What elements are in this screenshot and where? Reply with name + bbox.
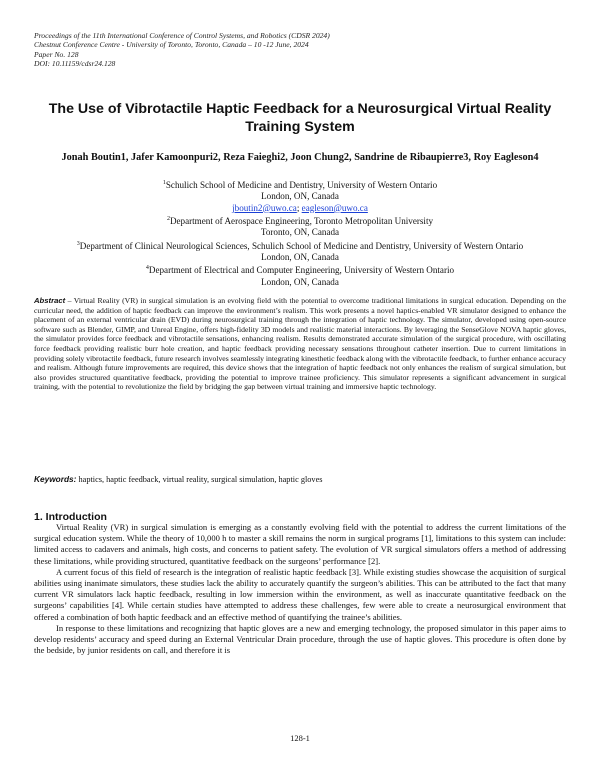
intro-paragraph-2: A current focus of this field of research is the integration of realistic haptic feedback [3]. While existing studies showcase the acquisition of surgical abilities using inanimate simulators, these studies lack the ability to accurately quantify the surgeon’s abilities. This can be attributed to the fact that many current VR simulators lack haptic feedback, resulting in low immersion within the environment, as well as inaccurate quantitative feedback on the surgeons’ capabilities [4]. While certain studies have attempted to address these challenges, few were able to create a neurosurgical environment that offered a combination of both haptic feedback and an effective method of quantifying the trainee’s abilities. [34, 566, 566, 622]
header-line-conference: Proceedings of the 11th International Conference of Control Systems, and Robotics (CDSR 2024) [34, 31, 330, 40]
affiliation-2-name: Department of Aerospace Engineering, Toronto Metropolitan University [169, 215, 434, 226]
affiliation-3-location: London, ON, Canada [261, 251, 339, 262]
abstract-text: – Virtual Reality (VR) in surgical simulation is an evolving field with the potential to overcome traditional limitations in surgical education. Depending on the curricular need, the addition of haptic feedback can improve the environment’s realism. This work presents a novel haptics-enabled VR simulator designed to enhance the placement of an external ventricular drain (EVD) during neurosurgical training through the integration of haptic technology. The simulator, developed using open-source software such as Blender, GIMP, and Unreal Engine, offers high-fidelity 3D models and realistic material interactions. By leveraging the SenseGlove NOVA haptic gloves, the simulator provides force feedback and vibrotactile sensations, enhancing realism. Results demonstrated accurate simulation of the surgical procedure, with oscillating force feedback providing realistic burr hole creation, and haptic feedback providing necessary sensations throughout catheter insertion. Due to current limitations in providing solely vibrotactile feedback, future research involves seamlessly integrating kinesthetic feedback along with the vibrotactile feedback, to further enhance accuracy and realism. Although future improvements are required, this device shows that the integration of haptic feedback not only enhances the realism of surgical simulation, but also provides structured quantitative feedback, providing the potential to improve trainee proficiency. This simulator represents a significant advancement in surgical training, with the potential to revolutionize the field by bridging the gap between virtual training and immersive haptic technology. [34, 296, 566, 392]
email-separator: ; [296, 202, 302, 213]
abstract [34, 296, 566, 392]
header-line-venue: Chestnut Conference Centre - University of Toronto, Toronto, Canada – 10 -12 June, 2024 [34, 40, 309, 50]
proceedings-header [34, 31, 330, 69]
header-line-paper-number: Paper No. 128 [34, 49, 79, 59]
keywords [34, 474, 323, 484]
affiliation-4-location: London, ON, Canada [261, 276, 339, 287]
introduction-body [34, 522, 566, 656]
affiliation-1-location: London, ON, Canada [261, 191, 339, 202]
paper-title: The Use of Vibrotactile Haptic Feedback for a Neurosurgical Virtual Reality Training System [48, 101, 552, 135]
affiliation-2: $^2$Department of Aerospace Engineering, Toronto Metropolitan University [166, 215, 434, 226]
header-line-doi: DOI: 10.11159/cdsr24.128 [34, 59, 116, 69]
author-emails [20, 203, 580, 214]
intro-paragraph-3: In response to these limitations and recognizing that haptic gloves are a new and emerging technology, the proposed simulator in this paper aims to develop residents’ accuracy and speed during an External Ventricular Drain procedure, through the use of haptic gloves. This procedure is often done by the bedside, by junior residents on call, and therefore it is [34, 622, 566, 656]
affiliation-1: $^1$Schulich School of Medicine and Dentistry, University of Western Ontario [162, 180, 438, 191]
abstract-label: Abstract [34, 296, 66, 305]
section-heading-introduction: 1. Introduction [34, 511, 107, 523]
author-list: Jonah Boutin1, Jafer Kamoonpuri2, Reza Faieghi2, Joon Chung2, Sandrine de Ribaupierre3, Roy Eagleson4 [61, 152, 539, 163]
affiliation-3-name: Department of Clinical Neurological Sciences, Schulich School of Medicine and Dentistry, University of Western Ontario [79, 240, 524, 251]
email-link-1[interactable]: jboutin2@uwo.ca [232, 202, 297, 213]
email-link-2[interactable]: eagleson@uwo.ca [301, 202, 368, 213]
affiliation-3: $^3$Department of Clinical Neurological Sciences, Schulich School of Medicine and Dentistry, University of Western Ontario [76, 240, 524, 251]
keywords-text: haptics, haptic feedback, virtual reality, surgical simulation, haptic gloves [76, 475, 323, 484]
page-number: 128-1 [290, 733, 310, 743]
intro-paragraph-1: Virtual Reality (VR) in surgical simulation is emerging as a constantly evolving field with the potential to address the current limitations of the surgical education system. While the theory of 10,000 h to master a skill remains the norm in surgical programs [1], limitations to this system can include: limited access to cadavers and animals, high costs, and concerns to patient safety. The evolution of VR surgical simulators offers a method of addressing these limitations, while providing structured, quantitative feedback on the surgeons’ performance [2]. [34, 522, 566, 566]
affiliation-2-location: Toronto, ON, Canada [260, 227, 340, 238]
affiliation-1-name: Schulich School of Medicine and Dentistry, University of Western Ontario [165, 180, 438, 191]
affiliations [20, 178, 580, 288]
affiliation-4-name: Department of Electrical and Computer Engineering, University of Western Ontario [148, 265, 455, 276]
keywords-label: Keywords: [34, 474, 77, 484]
affiliation-4: $^4$Department of Electrical and Computer Engineering, University of Western Ontario [145, 265, 455, 276]
